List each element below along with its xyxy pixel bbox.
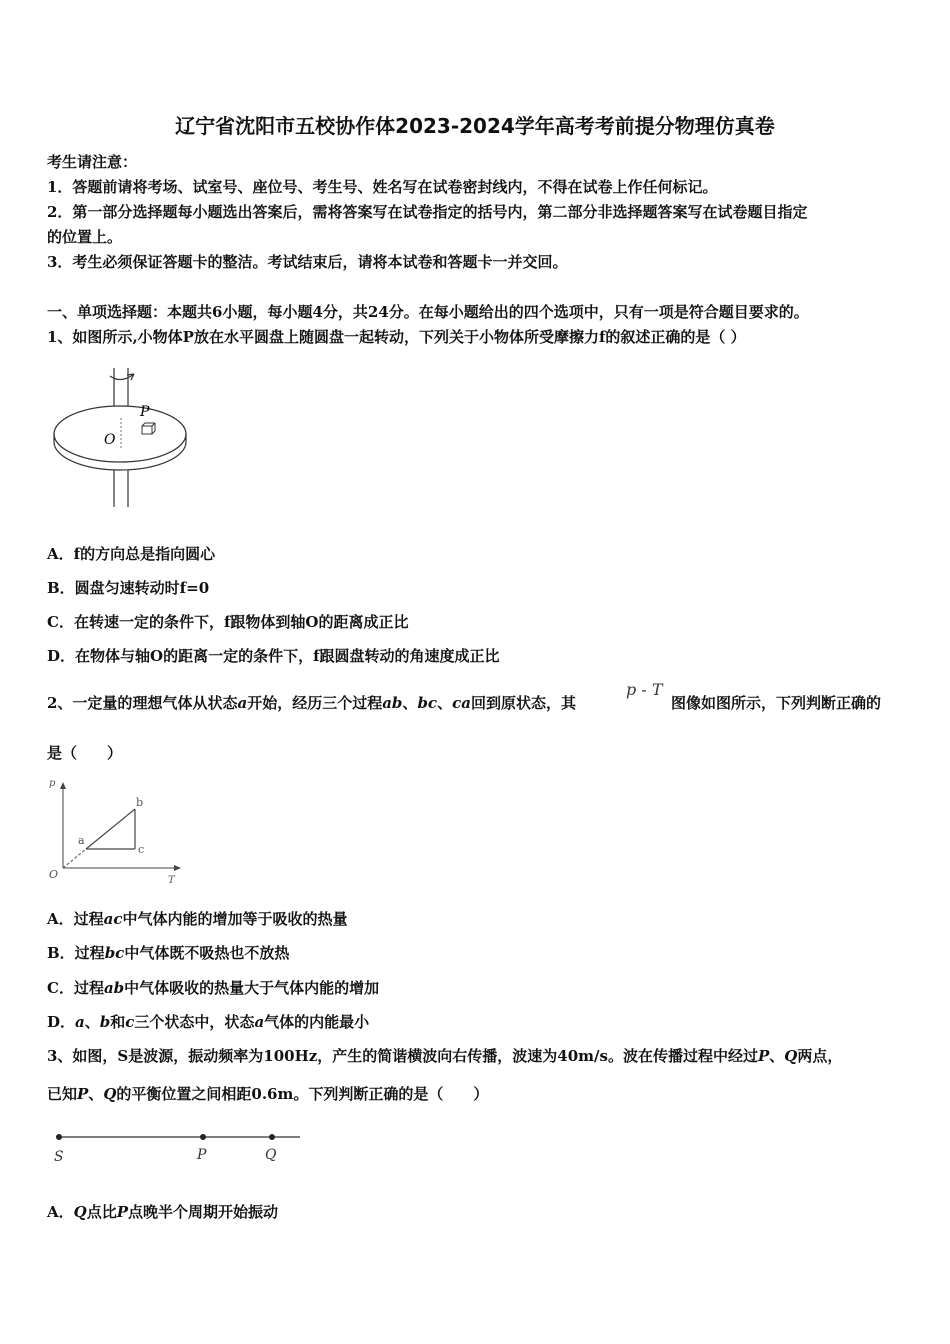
q2-option-b xyxy=(47,943,289,963)
q3-stem-line1 xyxy=(47,1046,842,1066)
q1-fig-label-o: O xyxy=(104,432,116,448)
q2-var-bc: bc xyxy=(417,694,438,712)
q3-fig-label-q: Q xyxy=(265,1147,277,1163)
q3-option-text: 点晚半个周期开始振动 xyxy=(128,1203,279,1221)
q3-stem-text: 3、如图，S是波源，振动频率为100Hz，产生的简谐横波向右传播，波速为40m/s。波在传播过程中经过 xyxy=(47,1047,758,1065)
q2-option-text: 气体的内能最小 xyxy=(264,1013,370,1031)
q3-point-p xyxy=(200,1134,206,1140)
q2-fig-label-t: T xyxy=(168,875,175,886)
q3-stem-text: 的平衡位置之间相距0.6m。下列判断正确的是（ ） xyxy=(116,1085,489,1103)
q3-stem-text: 已知 xyxy=(47,1085,78,1103)
q2-var-ab: ab xyxy=(382,694,403,712)
q2-option-text: 中气体既不吸热也不放热 xyxy=(124,944,290,962)
q1-option-a: A．f的方向总是指向圆心 xyxy=(47,545,216,563)
notice-item-1: 1．答题前请将考场、试室号、座位号、考生号、姓名写在试卷密封线内，不得在试卷上作任何标记。 xyxy=(47,178,718,196)
q2-option-var: ac xyxy=(103,910,123,928)
q2-option-d xyxy=(47,1012,369,1032)
q2-sep: 、 xyxy=(437,694,453,712)
notice-item-3: 3．考生必须保证答题卡的整洁。考试结束后，请将本试卷和答题卡一并交回。 xyxy=(47,253,568,271)
q3-option-text: 点比 xyxy=(86,1203,117,1221)
q2-stem-text: 图像如图所示，下列判断正确的 xyxy=(671,694,882,712)
notice-heading: 考生请注意： xyxy=(47,153,138,171)
q2-pt-formula: p - T xyxy=(626,680,663,699)
q1-option-b: B．圆盘匀速转动时f=0 xyxy=(47,579,210,597)
q1-option-c: C．在转速一定的条件下，f跟物体到轴O的距离成正比 xyxy=(47,613,409,631)
q3-point-q xyxy=(269,1134,275,1140)
q2-fig-label-p: p xyxy=(49,778,56,789)
q2-stem-line1 xyxy=(47,693,576,713)
q2-option-text: 、 xyxy=(84,1013,100,1031)
q3-var-p: P xyxy=(116,1203,129,1221)
notice-item-2-cont: 的位置上。 xyxy=(47,228,123,246)
q1-stem: 1、如图所示,小物体P放在水平圆盘上随圆盘一起转动，下列关于小物体所受摩擦力f的叙述正确的是（ ） xyxy=(47,328,746,346)
q2-option-var: a xyxy=(254,1013,265,1031)
q2-option-text: D． xyxy=(47,1013,76,1031)
q3-sep: 、 xyxy=(769,1047,785,1065)
q2-fig-label-o: O xyxy=(49,868,59,881)
q2-stem-text: 回到原状态，其 xyxy=(470,694,576,712)
q2-option-text: 和 xyxy=(110,1013,126,1031)
q3-fig-label-p: P xyxy=(197,1147,207,1163)
q2-option-text: C．过程 xyxy=(47,979,104,997)
q3-var-q: Q xyxy=(784,1047,798,1065)
q3-option-a xyxy=(47,1202,278,1222)
q3-stem-line2 xyxy=(47,1084,488,1104)
q2-fig-label-a: a xyxy=(78,834,85,847)
q2-option-text: B．过程 xyxy=(47,944,105,962)
q2-pt-graph xyxy=(46,772,186,884)
q2-option-var: c xyxy=(125,1013,135,1031)
q2-option-c xyxy=(47,978,379,998)
q2-fig-label-c: c xyxy=(138,843,145,856)
q3-var-p: P xyxy=(757,1047,770,1065)
q1-option-d: D．在物体与轴O的距离一定的条件下，f跟圆盘转动的角速度成正比 xyxy=(47,647,500,665)
q2-var-ca: ca xyxy=(452,694,471,712)
q3-option-text: A． xyxy=(47,1203,74,1221)
notice-item-2: 2．第一部分选择题每小题选出答案后，需将答案写在试卷指定的括号内，第二部分非选择题答案写在试卷题目指定 xyxy=(47,203,808,221)
section-heading: 一、单项选择题：本题共6小题，每小题4分，共24分。在每小题给出的四个选项中，只有一项是符合题目要求的。 xyxy=(47,303,809,321)
q3-var-q: Q xyxy=(73,1203,87,1221)
q3-sep: 、 xyxy=(88,1085,104,1103)
q2-option-text: 三个状态中，状态 xyxy=(134,1013,255,1031)
q3-stem-text: 两点， xyxy=(797,1047,843,1065)
q2-option-var: a xyxy=(75,1013,85,1031)
q2-stem-text: 2、一定量的理想气体从状态 xyxy=(47,694,238,712)
page-title: 辽宁省沈阳市五校协作体2023-2024学年高考考前提分物理仿真卷 xyxy=(175,114,775,138)
q2-option-var: bc xyxy=(104,944,125,962)
q2-fig-label-b: b xyxy=(136,796,144,809)
q3-var-q: Q xyxy=(103,1085,117,1103)
q2-stem-line2: 是（ ） xyxy=(47,744,123,762)
q3-fig-label-s: S xyxy=(54,1149,64,1165)
q3-point-s xyxy=(56,1134,62,1140)
q2-stem-text: 开始，经历三个过程 xyxy=(247,694,383,712)
q2-option-text: A．过程 xyxy=(47,910,104,928)
q1-disk-figure xyxy=(50,362,195,512)
q2-option-a xyxy=(47,909,348,929)
q2-option-text: 中气体吸收的热量大于气体内能的增加 xyxy=(124,979,380,997)
q2-option-var: b xyxy=(99,1013,111,1031)
q2-sep: 、 xyxy=(402,694,418,712)
q3-var-p: P xyxy=(77,1085,89,1103)
q3-wave-line-figure xyxy=(50,1128,310,1168)
q1-fig-label-p: P xyxy=(140,404,150,420)
q2-option-text: 中气体内能的增加等于吸收的热量 xyxy=(122,910,348,928)
q2-var-a: a xyxy=(237,694,248,712)
q2-option-var: ab xyxy=(103,979,125,997)
